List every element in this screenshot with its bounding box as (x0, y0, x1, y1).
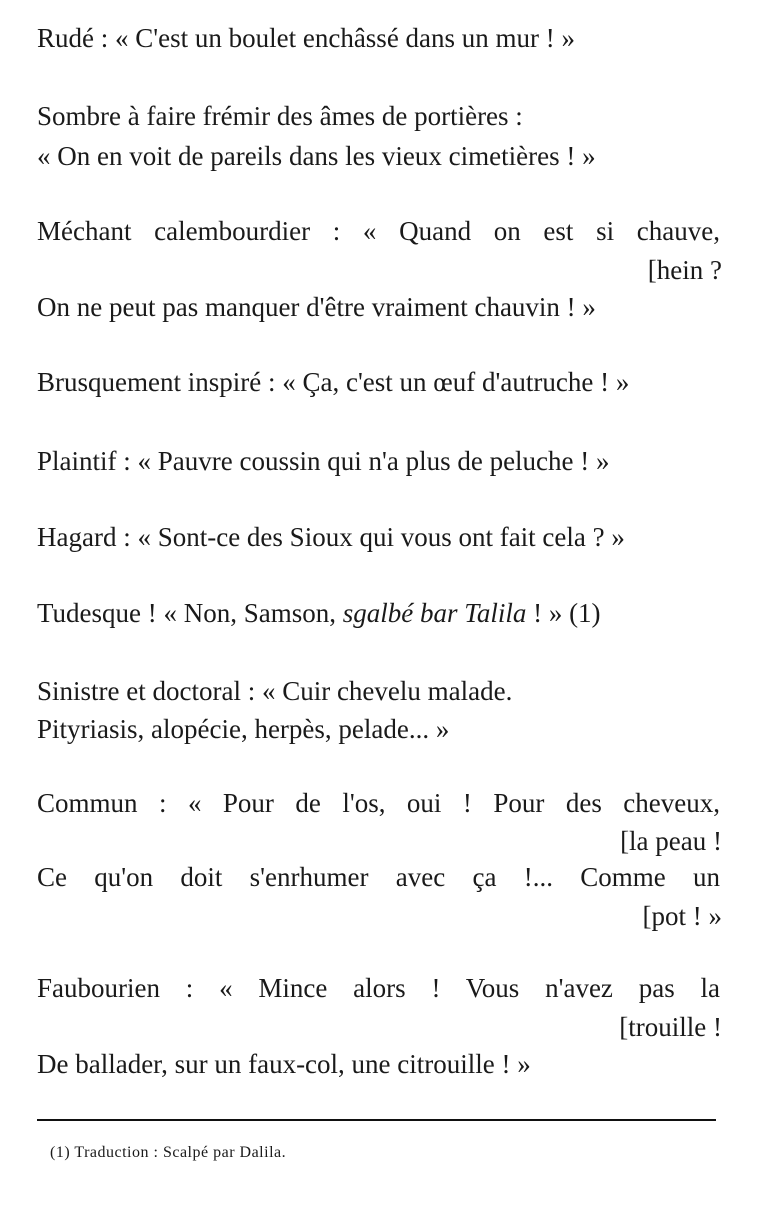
verse-line-rude: Rudé : « C'est un boulet enchâssé dans un mur ! » (37, 23, 576, 53)
verse-line-la-peau: [la peau ! (620, 826, 722, 856)
tudesque-text-italic: sgalbé bar Talila (342, 598, 527, 628)
verse-line-tudesque (37, 597, 601, 629)
tudesque-text-before: Tudesque ! « Non, Samson, (37, 598, 343, 628)
verse-line-commun: Commun : « Pour de l'os, oui ! Pour des cheveux, (37, 788, 720, 818)
verse-line-cimetieres: « On en voit de pareils dans les vieux cimetières ! » (37, 141, 596, 171)
verse-line-sinistre: Sinistre et doctoral : « Cuir chevelu malade. (37, 676, 513, 706)
verse-line-sombre: Sombre à faire frémir des âmes de portières : (37, 101, 523, 131)
verse-line-calembourdier: Méchant calembourdier : « Quand on est si chauve, (37, 216, 720, 246)
tudesque-text-after: ! » (1) (526, 598, 601, 628)
verse-line-plaintif: Plaintif : « Pauvre coussin qui n'a plus de peluche ! » (37, 446, 610, 476)
verse-line-enrhumer: Ce qu'on doit s'enrhumer avec ça !... Comme un (37, 862, 720, 892)
verse-line-hagard: Hagard : « Sont-ce des Sioux qui vous ont fait cela ? » (37, 522, 625, 552)
verse-line-hein: [hein ? (647, 255, 722, 285)
verse-line-pityriasis: Pityriasis, alopécie, herpès, pelade... » (37, 714, 450, 744)
verse-line-brusquement: Brusquement inspiré : « Ça, c'est un œuf d'autruche ! » (37, 367, 630, 397)
verse-line-pot: [pot ! » (642, 901, 722, 931)
footnote: (1) Traduction : Scalpé par Dalila. (50, 1144, 287, 1161)
verse-line-citrouille: De ballader, sur un faux-col, une citrouille ! » (37, 1049, 531, 1079)
verse-line-chauvin: On ne peut pas manquer d'être vraiment chauvin ! » (37, 292, 596, 322)
footnote-divider (37, 1119, 716, 1121)
verse-line-trouille: [trouille ! (619, 1012, 722, 1042)
verse-line-faubourien: Faubourien : « Mince alors ! Vous n'avez pas la (37, 973, 720, 1003)
